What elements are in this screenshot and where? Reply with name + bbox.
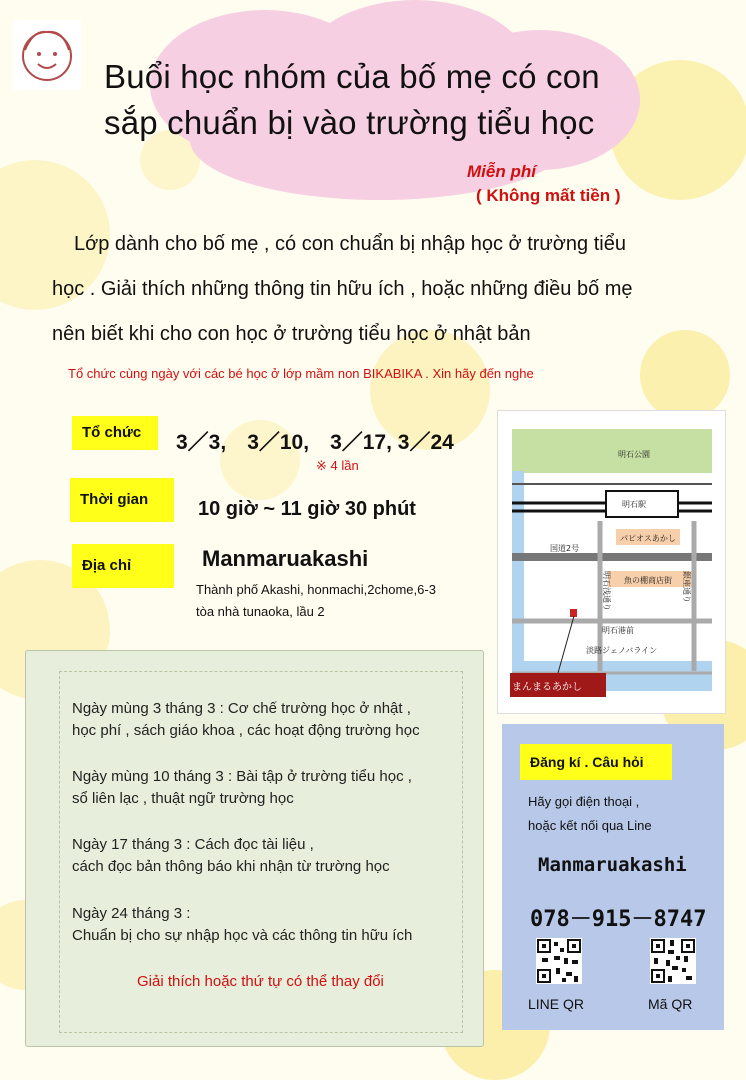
map-label: 明石公園 [618,450,650,459]
schedule-line: Ngày 24 tháng 3 : [72,905,191,922]
held-label: Tổ chức [72,416,158,450]
map-label: 明石駅 [622,500,646,509]
schedule-line: cách đọc bản thông báo khi nhận từ trường học [72,858,390,875]
event-note: Tổ chức cùng ngày với các bé học ở lớp mầm non BIKABIKA . Xin hãy đến nghe [68,366,534,381]
time-value: 10 giờ ~ 11 giờ 30 phút [198,498,416,520]
schedule-line: Chuẩn bị cho sự nhập học và các thông tin hữu ích [72,927,413,944]
schedule-item [72,766,412,810]
intro-text [52,222,732,357]
smiley-logo [13,20,81,90]
map-park [512,429,712,473]
schedule-item [72,834,390,878]
contact-title: Đăng kí . Câu hỏi [520,744,672,780]
address-label: Địa chỉ [72,544,174,588]
intro-line: học . Giải thích những thông tin hữu ích , hoặc những điều bố mẹ [52,278,633,300]
contact-line: hoặc kết nối qua Line [528,818,652,833]
event-dates: 3／3, 3／10, 3／17, 3／24 [176,431,454,454]
title-line: sắp chuẩn bị vào trường tiểu học [104,104,595,141]
map-label: 魚の棚商店街 [624,576,672,585]
map-label: パピオスあかし [620,534,676,543]
line-qr-label: LINE QR [528,996,585,1012]
page-title [104,54,704,146]
schedule-item [72,903,412,947]
intro-line: Lớp dành cho bố mẹ , có con chuẩn bị nhập học ở trường tiểu [74,233,626,255]
place-name: Manmaruakashi [202,546,369,571]
line-qr-icon[interactable] [536,938,582,984]
schedule-line: sổ liên lạc , thuật ngữ trường học [72,790,294,807]
title-line: Buổi học nhóm của bố mẹ có con [104,58,600,95]
map-label: 淡路ジェノバライン [586,646,658,655]
qr-label: Mã QR [648,996,693,1012]
contact-name: Manmaruakashi [538,854,687,876]
contact-line: Hãy gọi điện thoại , [528,794,640,809]
schedule-note: Giải thích hoặc thứ tự có thể thay đổi [137,973,384,990]
schedule-line: Ngày mùng 10 tháng 3 : Bài tập ở trường tiểu học , [72,768,412,785]
schedule-line: Ngày mùng 3 tháng 3 : Cơ chế trường học ở nhật , [72,700,411,717]
address-line: tòa nhà tunaoka, lầu 2 [196,604,325,619]
times-note: ※ 4 lần [316,458,359,473]
free-sub: ( Không mất tiền ) [476,186,621,205]
map-label: 銀座通り [682,571,691,603]
qr-code-icon[interactable] [650,938,696,984]
map-label: 明石港前 [602,626,634,635]
map-drawing [498,411,725,713]
location-map [497,410,726,714]
address-line: Thành phố Akashi, honmachi,2chome,6-3 [196,582,436,597]
map-label: 国道2号 [550,544,580,553]
phone-number[interactable]: 078－915－8747 [530,907,707,932]
map-label: 明石浅通り [602,571,611,611]
map-venue-label: まんまるあかし [512,682,582,693]
schedule-line: học phí , sách giáo khoa , các hoạt động trường học [72,722,420,739]
time-label: Thời gian [70,478,174,522]
intro-line: nên biết khi cho con học ở trường tiểu học ở nhật bản [52,323,531,345]
schedule-line: Ngày 17 tháng 3 : Cách đọc tài liệu , [72,836,314,853]
schedule-item [72,698,420,742]
free-label: Miễn phí [467,162,536,181]
contact-box [502,724,724,1030]
